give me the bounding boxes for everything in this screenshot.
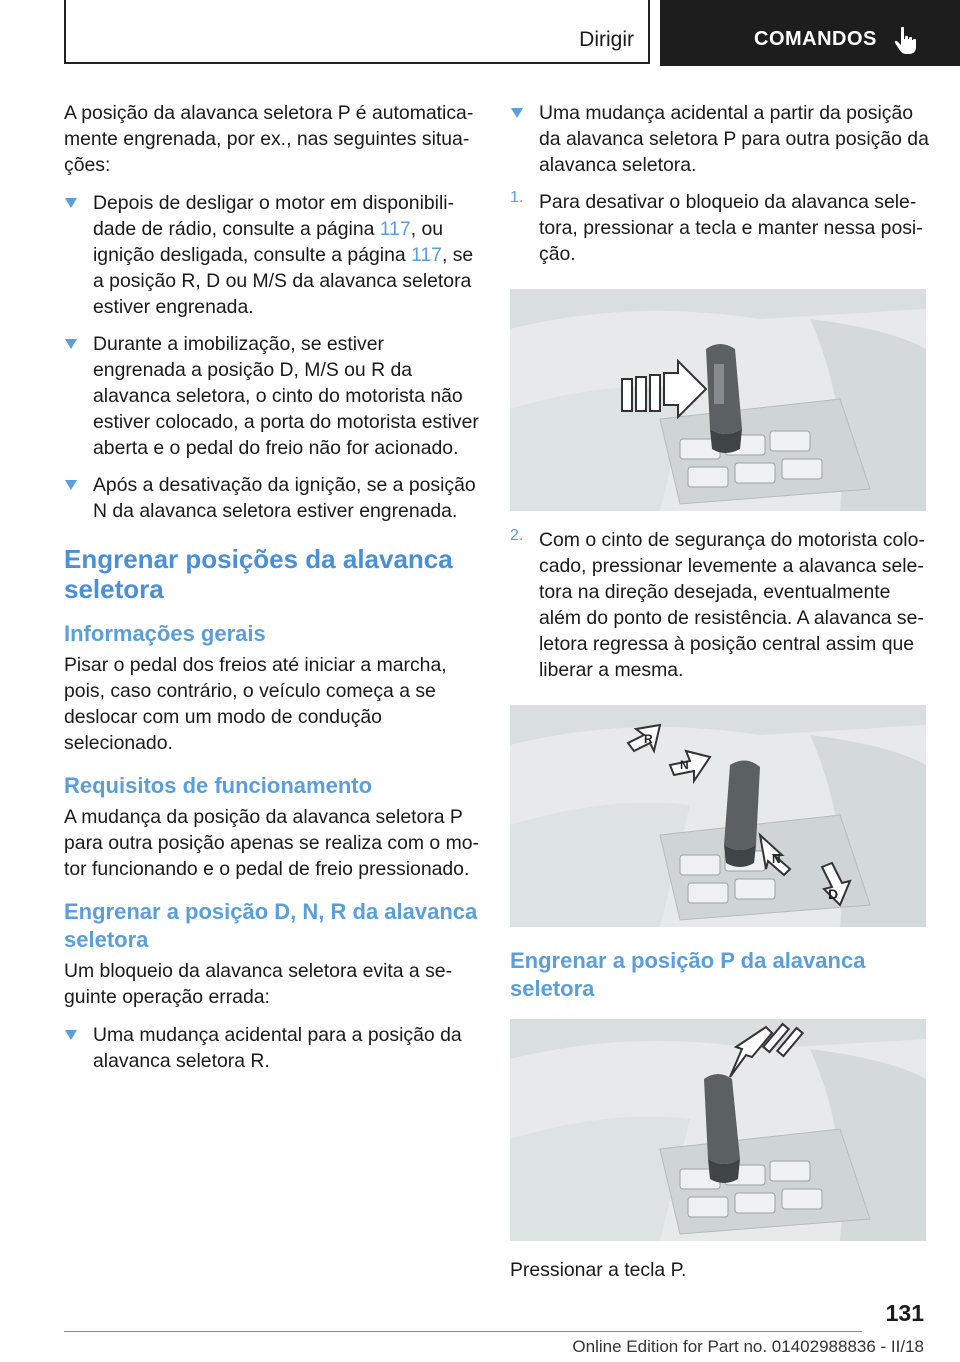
page-link[interactable]: 117 <box>411 244 442 266</box>
page-link[interactable]: 117 <box>379 218 411 240</box>
right-column <box>510 100 930 1283</box>
subheading-general: Informações gerais <box>64 621 266 646</box>
paragraph-dnr: Um bloqueio da alavanca seletora evita a seguinte operação errada: <box>64 960 453 1008</box>
triangle-bullet-icon <box>65 339 77 349</box>
chapter-tab[interactable] <box>660 0 960 66</box>
chapter-title: COMANDOS <box>754 28 877 50</box>
subheading-dnr: Engrenar a posição D, N, R da alavanca seletora <box>64 899 478 952</box>
gear-selector-illustration <box>510 289 926 511</box>
step-number: 2. <box>510 527 524 544</box>
header-bottom-rule <box>64 62 650 64</box>
header-left-rule <box>64 0 66 64</box>
list-item: Durante a imobilização, se estiver engrenada a posição D, M/S ou R da alavanca seletora, o cinto do motorista não estiver colocado, a porta do motorista estiver aberta e o pedal do freio não for acionado. <box>64 331 480 461</box>
figure-shift-directions <box>510 705 926 927</box>
triangle-bullet-icon <box>65 480 77 490</box>
edition-footer: Online Edition for Part no. 01402988836 - II/18 <box>572 1337 924 1356</box>
triangle-bullet-icon <box>511 108 523 118</box>
shift-label-d: D <box>828 886 839 902</box>
left-column <box>64 100 480 1085</box>
figure-park-button <box>510 1019 926 1241</box>
header-separator <box>648 0 650 64</box>
hand-pointer-icon <box>894 26 920 56</box>
shift-label-n-down: N <box>772 852 781 866</box>
paragraph-general: Pisar o pedal dos freios até iniciar a marcha, pois, caso contrário, o veículo começa a se deslocar com um modo de condução selecionado. <box>64 654 447 754</box>
page-number: 131 <box>885 1300 924 1326</box>
paragraph-requirements: A mudança da posição da alavanca seletora P para outra posição apenas se realiza com o motor funcionando e o pedal de freio pressionado. <box>64 806 479 880</box>
triangle-bullet-icon <box>65 1030 77 1040</box>
figure-unlock-button <box>510 289 926 511</box>
triangle-bullet-icon <box>65 198 77 208</box>
list-item: Depois de desligar o motor em disponibilidade de rádio, consulte a página 117, ou ignição desligada, consulte a página 117, se a posição R, D ou M/S da alavanca seletora estiver engrenada. <box>64 190 480 320</box>
subheading-requirements: Requisitos de funcionamento <box>64 773 373 798</box>
shift-label-r: R <box>644 732 653 746</box>
footer-rule <box>64 1331 862 1332</box>
step-item: 1. Para desativar o bloqueio da alavanca seletora, pressionar a tecla e manter nessa posição. <box>510 189 923 265</box>
step-item: 2. Com o cinto de segurança do motorista colocado, pressionar levemente a alavanca seletora na direção desejada, eventualmente além do ponto de resistência. A alavanca seletora regressa à posição central assim que liberar a mesma. <box>510 527 925 681</box>
section-title: Dirigir <box>579 28 634 51</box>
list-item: Uma mudança acidental a partir da posição da alavanca seletora P para outra posição da alavanca seletora. <box>510 100 930 178</box>
step-number: 1. <box>510 189 524 206</box>
intro-paragraph: A posição da alavanca seletora P é automaticamente engrenada, por ex., nas seguintes situações: <box>64 102 474 176</box>
subheading-park: Engrenar a posição P da alavanca seletora <box>510 948 866 1001</box>
park-button-illustration <box>510 1019 926 1241</box>
page-header <box>0 0 960 66</box>
list-item: Uma mudança acidental para a posição da alavanca seletora R. <box>64 1022 480 1074</box>
shift-label-n-up: N <box>680 758 689 772</box>
figure-caption: Pressionar a tecla P. <box>510 1259 687 1281</box>
list-item: Após a desativação da ignição, se a posição N da alavanca seletora estiver engrenada. <box>64 472 480 524</box>
gear-shift-directions-illustration <box>510 705 926 927</box>
section-heading: Engrenar posições da alavanca seletora <box>64 544 453 604</box>
